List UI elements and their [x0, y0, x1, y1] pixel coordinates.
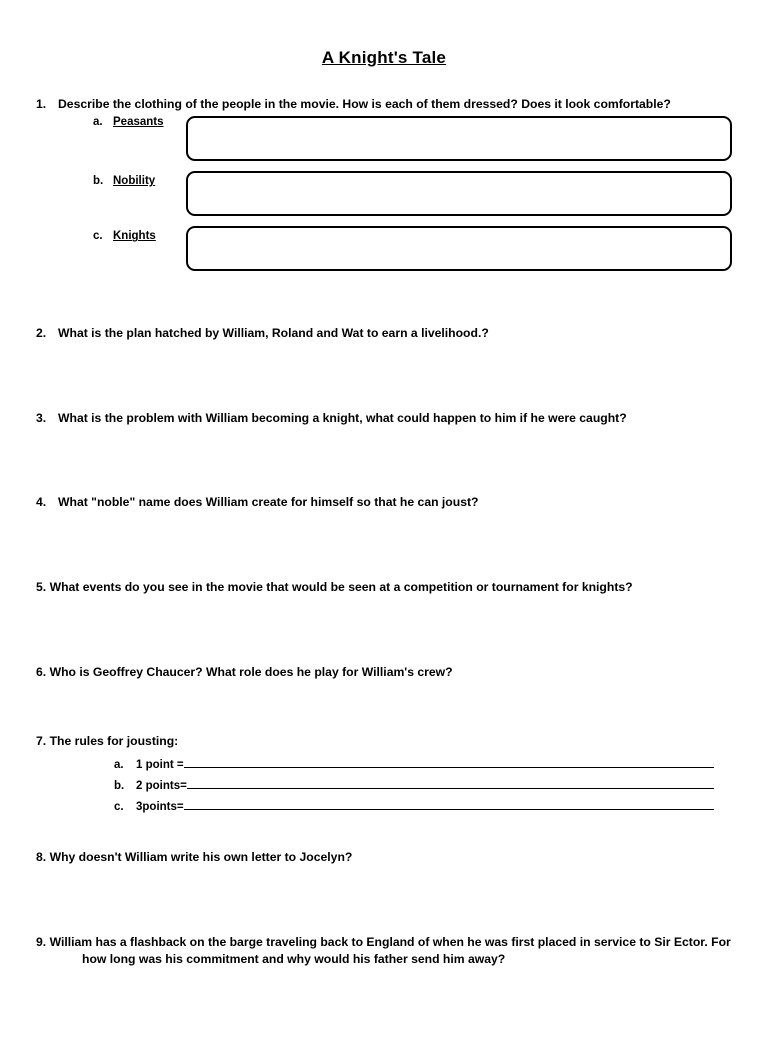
rule-2-letter: b.: [114, 780, 125, 793]
subitem-knights-label: [36, 226, 186, 242]
subitem-nobility: [36, 171, 732, 216]
question-8-text: Why doesn't William write his own letter to Jocelyn?: [49, 850, 353, 865]
question-4-line: [36, 494, 732, 510]
question-2-line: [36, 325, 732, 341]
question-1-text: Describe the clothing of the people in the movie. How is each of them dressed? Does it look comfortable?: [58, 97, 671, 111]
rule-1-label: 1 point =: [136, 759, 184, 772]
subitem-peasants-letter: a.: [93, 116, 103, 129]
question-1: [36, 96, 732, 271]
question-7: [36, 733, 732, 813]
question-5-number: 5.: [36, 579, 47, 594]
subitem-knights: [36, 226, 732, 271]
question-7-text: The rules for jousting:: [49, 734, 179, 749]
question-9-text-line2: how long was his commitment and why would his father send him away?: [82, 952, 506, 967]
question-3-number: 3.: [36, 410, 47, 425]
subitem-nobility-label: [36, 171, 186, 187]
rule-3-answer-line[interactable]: [184, 798, 714, 810]
rule-2-label: 2 points=: [136, 780, 187, 793]
answer-box-peasants[interactable]: [186, 116, 732, 161]
question-2: [36, 325, 732, 341]
question-9-text: William has a flashback on the barge traveling back to England of when he was first placed in service to Sir Ector. For: [49, 935, 731, 950]
question-8-number: 8.: [36, 850, 47, 865]
question-5: [36, 579, 732, 596]
subitem-nobility-name: Nobility: [113, 175, 156, 188]
subitem-nobility-letter: b.: [93, 175, 104, 188]
rule-2-points: [114, 777, 732, 792]
question-4: [36, 494, 732, 510]
question-3: [36, 410, 732, 426]
question-6: [36, 664, 732, 681]
question-2-number: 2.: [36, 326, 47, 341]
question-5-text: What events do you see in the movie that would be seen at a competition or tournament for knights?: [49, 579, 633, 594]
question-6-text: Who is Geoffrey Chaucer? What role does he play for William's crew?: [49, 664, 453, 679]
rule-3-label: 3points=: [136, 801, 184, 814]
question-4-text: What "noble" name does William create for himself so that he can joust?: [58, 495, 479, 510]
rule-1-letter: a.: [114, 759, 124, 772]
question-2-text: What is the plan hatched by William, Roland and Wat to earn a livelihood.?: [58, 326, 489, 341]
answer-box-knights[interactable]: [186, 226, 732, 271]
page-title-text: A Knight's Tale: [321, 48, 447, 67]
subitem-peasants: [36, 116, 732, 161]
rule-1-point: [114, 756, 732, 771]
question-3-text: What is the problem with William becoming a knight, what could happen to him if he were caught?: [58, 410, 627, 425]
question-6-number: 6.: [36, 664, 47, 679]
question-7-line: [36, 733, 732, 750]
question-4-number: 4.: [36, 495, 47, 510]
subitem-knights-letter: c.: [93, 230, 103, 243]
subitem-peasants-name: Peasants: [113, 116, 164, 129]
question-1-line: [36, 96, 732, 112]
question-1-number: 1.: [36, 97, 47, 111]
page-title: [36, 48, 732, 68]
question-9-number: 9.: [36, 935, 47, 950]
rule-2-answer-line[interactable]: [187, 777, 714, 789]
question-3-line: [36, 410, 732, 426]
answer-box-nobility[interactable]: [186, 171, 732, 216]
rule-1-answer-line[interactable]: [184, 756, 714, 768]
worksheet-page: [0, 48, 768, 1042]
subitem-peasants-label: [36, 116, 186, 128]
question-1-subitems: [36, 116, 732, 271]
question-8: [36, 849, 732, 866]
question-7-number: 7.: [36, 734, 47, 749]
rule-3-points: [114, 798, 732, 813]
subitem-knights-name: Knights: [113, 230, 156, 243]
rule-3-letter: c.: [114, 801, 124, 814]
question-9: [36, 934, 732, 968]
jousting-rules-list: [36, 756, 732, 813]
